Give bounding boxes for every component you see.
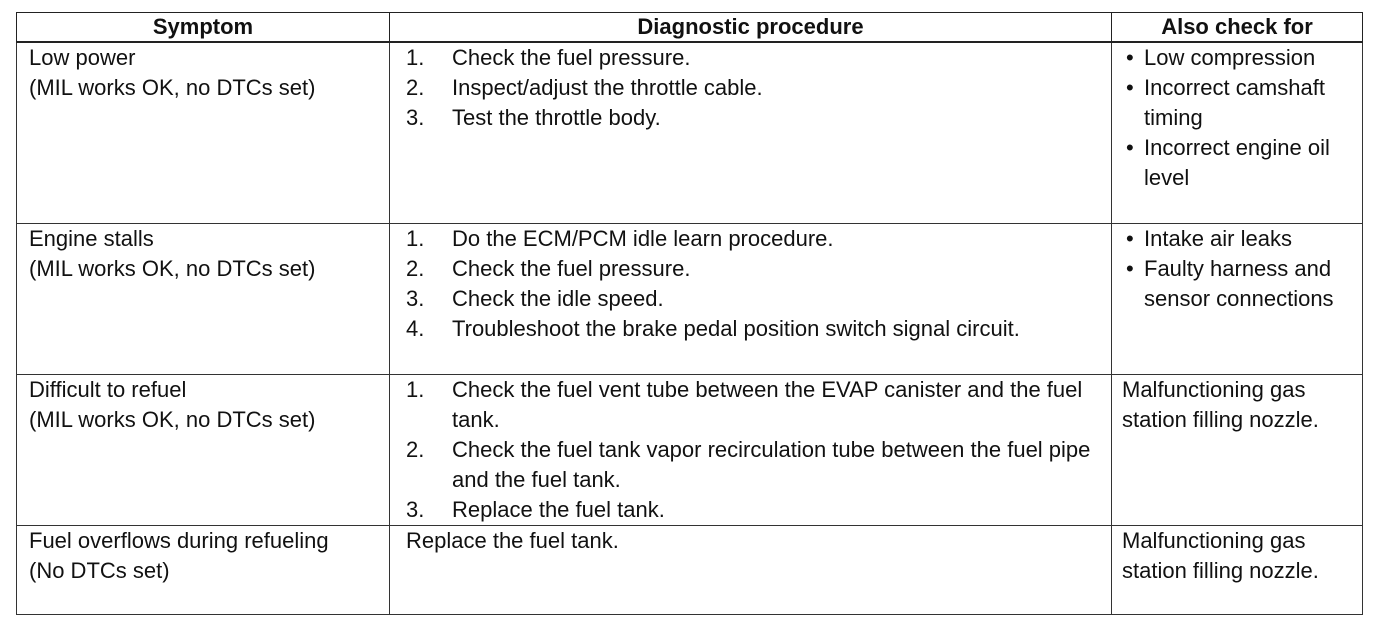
procedure-step: 2. Check the fuel pressure. <box>406 256 691 281</box>
header-also-check-for: Also check for <box>1112 13 1363 43</box>
procedure-cell <box>390 224 1112 375</box>
bullet-icon: • <box>1126 256 1134 281</box>
procedure-cell <box>390 375 1112 526</box>
procedure-steps <box>406 224 1105 344</box>
procedure-step: 3. Replace the fuel tank. <box>406 497 665 522</box>
table-row <box>17 42 1363 224</box>
symptom-condition: (MIL works OK, no DTCs set) <box>29 256 316 281</box>
table-row <box>17 375 1363 526</box>
symptom-title: Low power <box>29 45 136 70</box>
also-check-item: • Intake air leaks <box>1122 224 1356 254</box>
procedure-step: 2. Inspect/adjust the throttle cable. <box>406 75 763 100</box>
procedure-step: 1. Check the fuel vent tube between the EVAP canister and the fuel tank. <box>406 377 1083 432</box>
procedure-steps <box>406 43 1105 133</box>
also-check-text: Malfunctioning gas station filling nozzle. <box>1122 528 1319 583</box>
bullet-icon: • <box>1126 45 1134 70</box>
procedure-step: 1. Do the ECM/PCM idle learn procedure. <box>406 226 834 251</box>
also-check-list <box>1122 43 1356 193</box>
procedure-cell <box>390 526 1112 615</box>
symptom-condition: (No DTCs set) <box>29 558 170 583</box>
header-diagnostic-procedure: Diagnostic procedure <box>390 13 1112 43</box>
procedure-step: 1. Check the fuel pressure. <box>406 45 691 70</box>
symptom-title: Fuel overflows during refueling <box>29 528 329 553</box>
also-check-item: • Low compression <box>1122 43 1356 73</box>
symptom-title: Difficult to refuel <box>29 377 187 402</box>
also-check-cell <box>1112 224 1363 375</box>
symptom-condition: (MIL works OK, no DTCs set) <box>29 75 316 100</box>
table-header-row <box>17 13 1363 43</box>
procedure-cell <box>390 42 1112 224</box>
also-check-text: Malfunctioning gas station filling nozzle. <box>1122 377 1319 432</box>
also-check-cell <box>1112 375 1363 526</box>
also-check-item: • Incorrect camshaft timing <box>1122 73 1356 133</box>
bullet-icon: • <box>1126 135 1134 160</box>
also-check-item: • Faulty harness and sensor connections <box>1122 254 1356 314</box>
also-check-cell <box>1112 526 1363 615</box>
procedure-steps <box>406 375 1105 525</box>
bullet-icon: • <box>1126 226 1134 251</box>
diagnostic-document <box>16 12 1362 615</box>
header-symptom: Symptom <box>17 13 390 43</box>
table-row <box>17 526 1363 615</box>
symptom-title: Engine stalls <box>29 226 154 251</box>
procedure-step: 3. Check the idle speed. <box>406 286 664 311</box>
symptom-condition: (MIL works OK, no DTCs set) <box>29 407 316 432</box>
symptom-cell <box>17 224 390 375</box>
also-check-cell <box>1112 42 1363 224</box>
bullet-icon: • <box>1126 75 1134 100</box>
procedure-text: Replace the fuel tank. <box>406 528 619 553</box>
symptom-cell <box>17 526 390 615</box>
procedure-step: 4. Troubleshoot the brake pedal position switch signal circuit. <box>406 316 1020 341</box>
procedure-step: 3. Test the throttle body. <box>406 105 661 130</box>
procedure-step: 2. Check the fuel tank vapor recirculation tube between the fuel pipe and the fuel tank. <box>406 437 1091 492</box>
table-row <box>17 224 1363 375</box>
also-check-list <box>1122 224 1356 314</box>
symptom-cell <box>17 375 390 526</box>
symptom-troubleshooting-table <box>16 12 1363 615</box>
also-check-item: • Incorrect engine oil level <box>1122 133 1356 193</box>
symptom-cell <box>17 42 390 224</box>
